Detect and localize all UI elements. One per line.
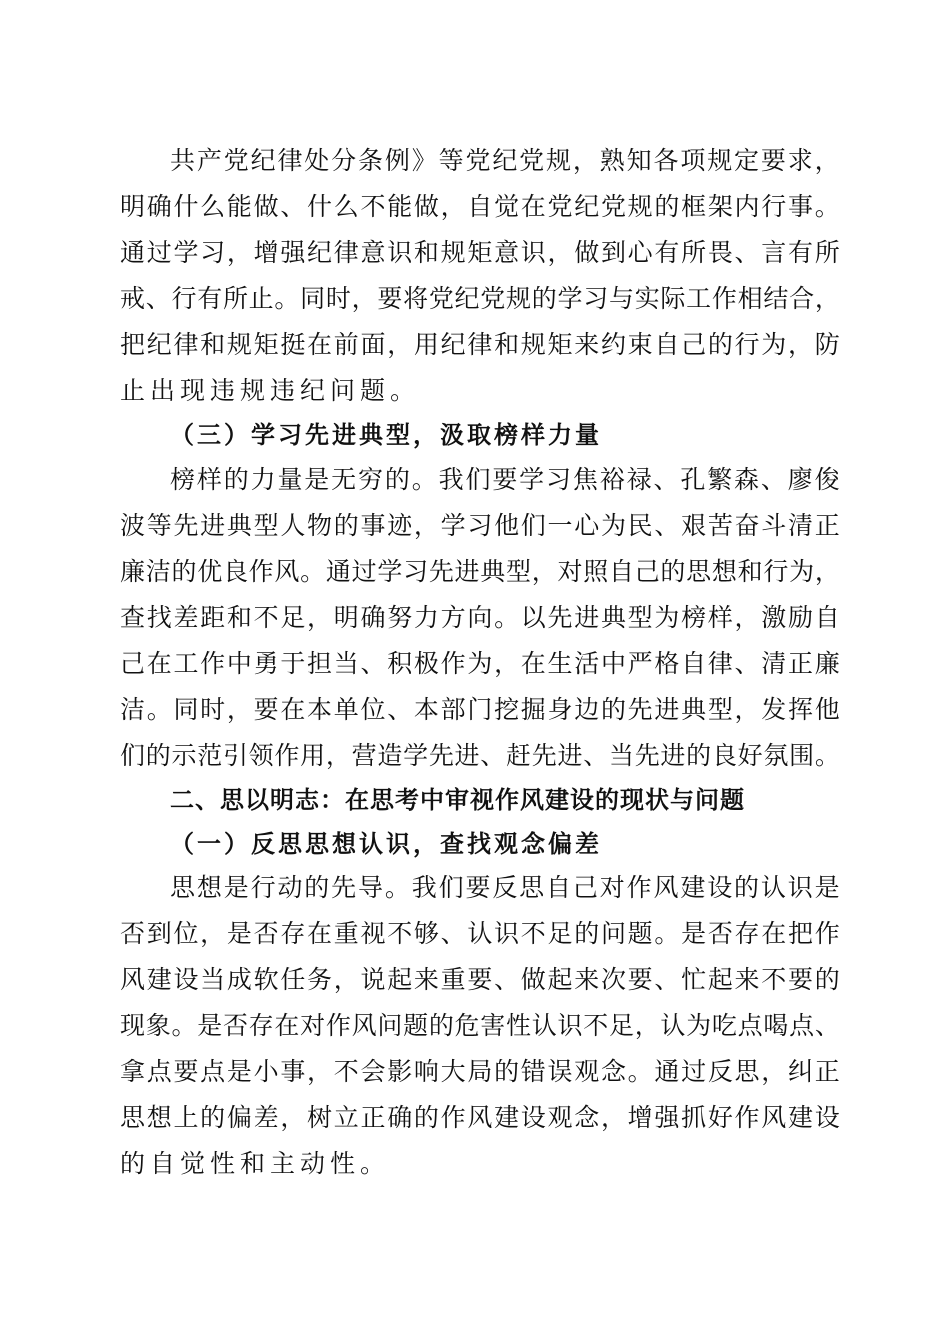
body-line: 现 象 。 是 否 存 在 对 作 风 问 题 的 危 害 性 认 识 不 足 ， 认 为 吃 点 喝 点 、 [120, 1011, 840, 1040]
body-line: 廉 洁 的 优 良 作 风 。 通 过 学 习 先 进 典 型 ， 对 照 自 己 的 思 想 和 行 为 ， [120, 557, 840, 586]
body-line: 共 产 党 纪 律 处 分 条 例 》 等 党 纪 党 规 ， 熟 知 各 项 规 定 要 求 ， [170, 146, 840, 175]
chapter-heading-2: 二、思以明志：在思考中审视作风建设的现状与问题 [170, 786, 745, 814]
body-line: 思 想 是 行 动 的 先 导 。 我 们 要 反 思 自 己 对 作 风 建 设 的 认 识 是 [170, 873, 840, 902]
body-line: 风 建 设 当 成 软 任 务 ， 说 起 来 重 要 、 做 起 来 次 要 、 忙 起 来 不 要 的 [120, 965, 840, 994]
body-line: 止出现违规违纪问题。 [120, 376, 421, 405]
body-line: 榜 样 的 力 量 是 无 穷 的 。 我 们 要 学 习 焦 裕 禄 、 孔 繁 森 、 廖 俊 [170, 465, 840, 494]
body-line: 己 在 工 作 中 勇 于 担 当 、 积 极 作 为 ， 在 生 活 中 严 格 自 律 、 清 正 廉 [120, 649, 840, 678]
body-line: 查 找 差 距 和 不 足 ， 明 确 努 力 方 向 。 以 先 进 典 型 为 榜 样 ， 激 励 自 [120, 603, 840, 632]
body-line: 们 的 示 范 引 领 作 用 ， 营 造 学 先 进 、 赶 先 进 、 当 先 进 的 良 好 氛 围 。 [120, 741, 840, 770]
body-line: 拿 点 要 点 是 小 事 ， 不 会 影 响 大 局 的 错 误 观 念 。 通 过 反 思 ， 纠 正 [120, 1057, 840, 1086]
body-line: 否 到 位 ， 是 否 存 在 重 视 不 够 、 认 识 不 足 的 问 题 。 是 否 存 在 把 作 [120, 919, 840, 948]
body-line: 的自觉性和主动性。 [120, 1149, 391, 1178]
body-line: 洁 。 同 时 ， 要 在 本 单 位 、 本 部 门 挖 掘 身 边 的 先 进 典 型 ， 发 挥 他 [120, 695, 840, 724]
section-heading-1: （一）反思思想认识，查找观念偏差 [170, 829, 602, 858]
section-heading-3: （三）学习先进典型，汲取榜样力量 [170, 420, 602, 449]
body-line: 把 纪 律 和 规 矩 挺 在 前 面 ， 用 纪 律 和 规 矩 来 约 束 自 己 的 行 为 ， 防 [120, 330, 840, 359]
body-line: 通 过 学 习 ， 增 强 纪 律 意 识 和 规 矩 意 识 ， 做 到 心 有 所 畏 、 言 有 所 [120, 238, 840, 267]
body-line: 波 等 先 进 典 型 人 物 的 事 迹 ， 学 习 他 们 一 心 为 民 、 艰 苦 奋 斗 清 正 [120, 511, 840, 540]
body-line: 思 想 上 的 偏 差 ， 树 立 正 确 的 作 风 建 设 观 念 ， 增 强 抓 好 作 风 建 设 [120, 1103, 840, 1132]
body-line: 戒 、 行 有 所 止 。 同 时 ， 要 将 党 纪 党 规 的 学 习 与 实 际 工 作 相 结 合 ， [120, 284, 840, 313]
body-line: 明 确 什 么 能 做 、 什 么 不 能 做 ， 自 觉 在 党 纪 党 规 的 框 架 内 行 事 。 [120, 192, 840, 221]
